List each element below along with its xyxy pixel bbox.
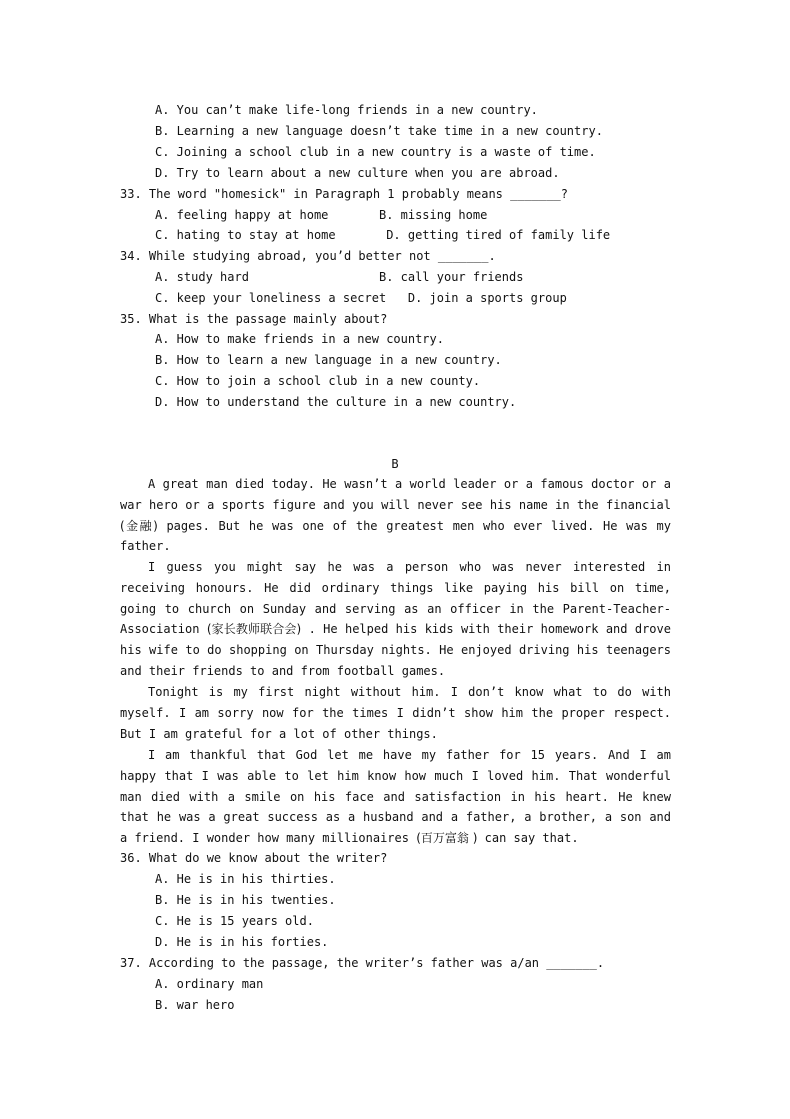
q35-stem: 35. What is the passage mainly about? <box>120 312 388 326</box>
q33-options-row1: A. feeling happy at home B. missing home <box>155 208 488 222</box>
q37-option-b: B. war hero <box>155 998 235 1012</box>
q32-option-a: A. You can’t make life-long friends in a new country. <box>155 103 538 117</box>
gloss-pta: (家长教师联合会) <box>206 622 302 637</box>
q34-stem: 34. While studying abroad, you’d better not _______. <box>120 249 496 263</box>
passage-b-paragraph-2: I guess you might say he was a person who was never interested in receiving honours. He did ordinary things like paying his bill on time, going to church on Sunday and serving as an officer in the Parent-Teacher-Association (家长教师联合会) . He helped his kids with their homework and drove his wife to do shopping on Thursday nights. He enjoyed driving his teenagers and their friends to and from football games. <box>120 560 671 678</box>
q34-options-row1: A. study hard B. call your friends <box>155 270 524 284</box>
q35-option-a: A. How to make friends in a new country. <box>155 332 444 346</box>
q34-options-row2: C. keep your loneliness a secret D. join a sports group <box>155 291 567 305</box>
q37-option-a: A. ordinary man <box>155 977 264 991</box>
passage-b-paragraph-3: Tonight is my first night without him. I don’t know what to do with myself. I am sorry now for the times I didn’t show him the proper respect. But I am grateful for a lot of other things. <box>120 685 671 741</box>
q36-option-a: A. He is in his thirties. <box>155 872 336 886</box>
q35-option-d: D. How to understand the culture in a new country. <box>155 395 517 409</box>
q36-option-c: C. He is 15 years old. <box>155 914 314 928</box>
q32-option-b: B. Learning a new language doesn’t take time in a new country. <box>155 124 603 138</box>
q35-option-b: B. How to learn a new language in a new country. <box>155 353 502 367</box>
q36-stem: 36. What do we know about the writer? <box>120 851 388 865</box>
gloss-financial: (金融) <box>120 518 158 533</box>
q35-option-c: C. How to join a school club in a new county. <box>155 374 481 388</box>
q36-option-d: D. He is in his forties. <box>155 935 329 949</box>
q33-options-row2: C. hating to stay at home D. getting tired of family life <box>155 228 611 242</box>
q33-stem: 33. The word "homesick" in Paragraph 1 probably means _______? <box>120 187 568 201</box>
passage-b-paragraph-1: A great man died today. He wasn’t a world leader or a famous doctor or a war hero or a sports figure and you will never see his name in the financial (金融) pages. But he was one of the greatest men who ever lived. He was my father. <box>120 477 671 554</box>
q36-option-b: B. He is in his twenties. <box>155 893 336 907</box>
q37-stem: 37. According to the passage, the writer’s father was a/an _______. <box>120 956 605 970</box>
passage-b-heading: B <box>391 457 399 471</box>
q32-option-d: D. Try to learn about a new culture when you are abroad. <box>155 166 560 180</box>
gloss-millionaires: (百万富翁 ) <box>416 831 478 846</box>
q32-option-c: C. Joining a school club in a new country is a waste of time. <box>155 145 596 159</box>
passage-b-paragraph-4: I am thankful that God let me have my father for 15 years. And I am happy that I was able to let him know how much I loved him. That wonderful man died with a smile on his face and satisfaction in his heart. He knew that he was a great success as a husband and a father, a brother, a son and a friend. I wonder how many millionaires (百万富翁 ) can say that. <box>120 748 671 846</box>
